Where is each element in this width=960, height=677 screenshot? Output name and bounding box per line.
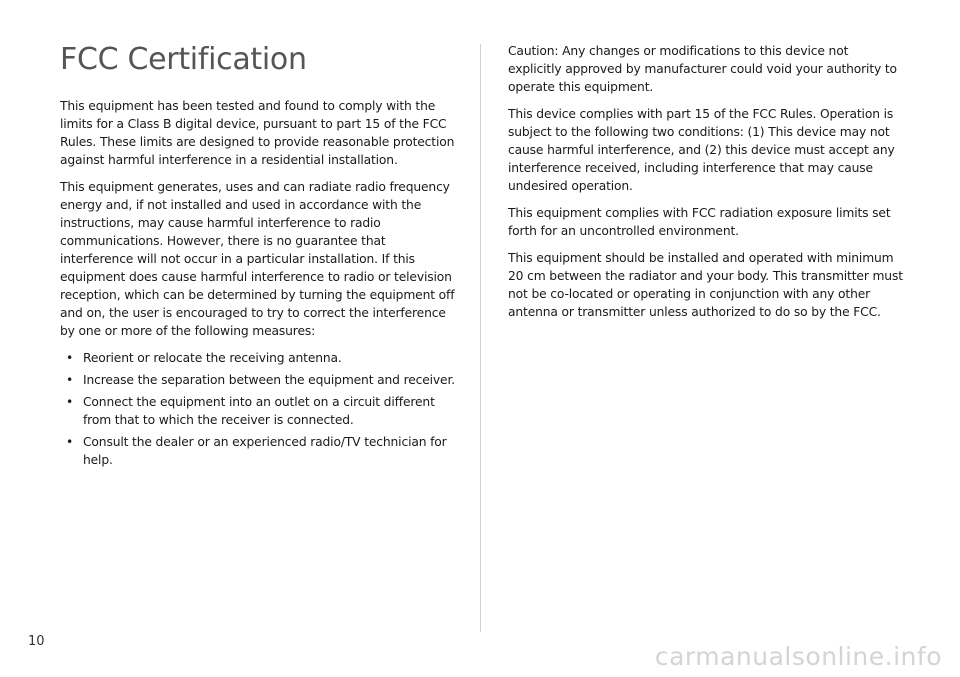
list-item-text: Reorient or relocate the receiving antenna. — [83, 351, 342, 365]
measures-list — [60, 349, 455, 469]
list-item — [60, 393, 455, 429]
list-item-text: Connect the equipment into an outlet on a circuit different from that to which the receiver is connected. — [83, 395, 435, 427]
bullet-icon: • — [66, 351, 74, 365]
watermark: carmanualsonline.info — [654, 642, 942, 671]
left-column — [60, 40, 455, 473]
interference-paragraph: This equipment generates, uses and can radiate radio frequency energy and, if not installed and used in accordance with the instructions, may cause harmful interference to radio communications. However, there is no guarantee that interference will not occur in a particular installation. If this equipment does cause harmful interference to radio or television reception, which can be determined by turning the equipment off and on, the user is encouraged to try to correct the interference by one or more of the following measures: — [60, 180, 455, 338]
bullet-icon: • — [66, 395, 74, 409]
list-item — [60, 371, 455, 389]
column-divider — [480, 44, 481, 632]
list-item-text: Increase the separation between the equipment and receiver. — [83, 373, 455, 387]
installation-paragraph: This equipment should be installed and operated with minimum 20 cm between the radiator and your body. This transmitter must not be co-located or operating in conjunction with any other antenna or transmitter unless authorized to do so by the FCC. — [508, 251, 903, 319]
compliance-paragraph: This device complies with part 15 of the FCC Rules. Operation is subject to the following two conditions: (1) This device may not cause harmful interference, and (2) this device must accept any interference received, including interference that may cause undesired operation. — [508, 107, 895, 193]
bullet-icon: • — [66, 373, 74, 387]
intro-paragraph: This equipment has been tested and found to comply with the limits for a Class B digital device, pursuant to part 15 of the FCC Rules. These limits are designed to provide reasonable protection against harmful interference in a residential installation. — [60, 99, 455, 167]
page-title: FCC Certification — [60, 42, 307, 77]
list-item — [60, 349, 455, 367]
caution-paragraph: Caution: Any changes or modifications to this device not explicitly approved by manufacturer could void your authority to operate this equipment. — [508, 44, 897, 94]
right-column — [508, 42, 903, 330]
list-item-text: Consult the dealer or an experienced radio/TV technician for help. — [83, 435, 447, 467]
page-number: 10 — [28, 634, 45, 649]
bullet-icon: • — [66, 435, 74, 449]
exposure-paragraph: This equipment complies with FCC radiation exposure limits set forth for an uncontrolled environment. — [508, 206, 891, 238]
list-item — [60, 433, 455, 469]
